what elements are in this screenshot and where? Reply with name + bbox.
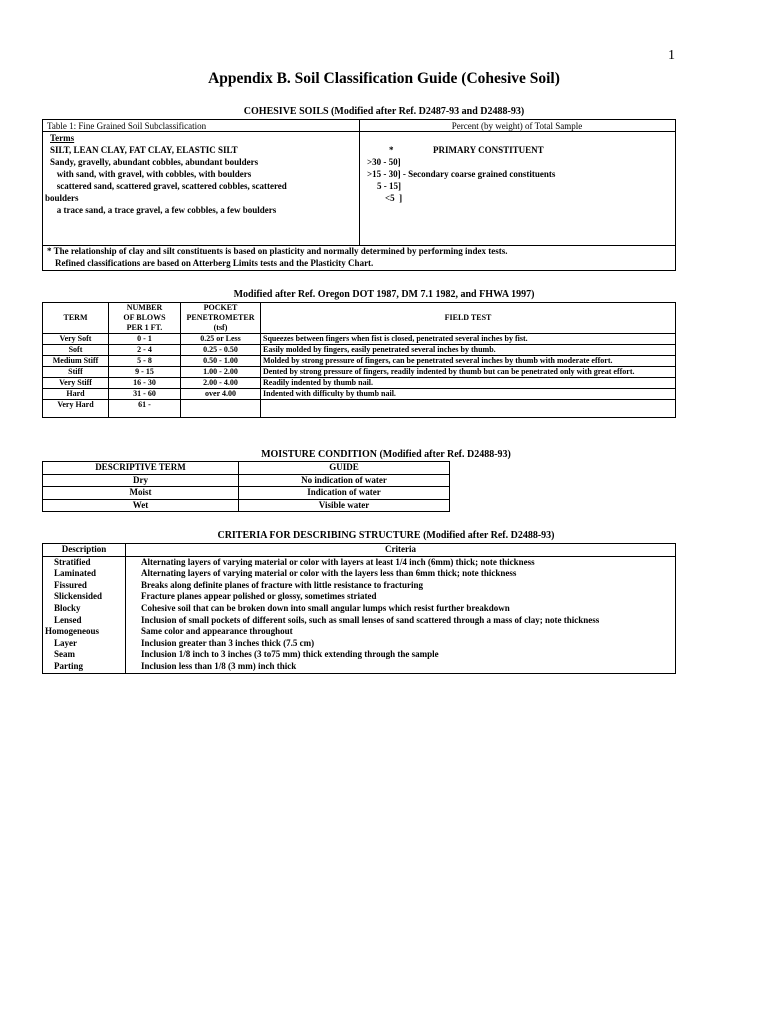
pen-cell: 1.00 - 2.00 bbox=[181, 367, 261, 378]
consistency-table bbox=[42, 302, 676, 418]
table-row bbox=[43, 580, 676, 592]
table-header-row bbox=[43, 544, 676, 557]
percent-line: >30 - 50] bbox=[367, 157, 401, 167]
table-row bbox=[43, 345, 676, 356]
field-test-cell: Squeezes between fingers when fist is closed, penetrated several inches by fist. bbox=[261, 334, 676, 345]
term-cell: Very Soft bbox=[43, 334, 109, 345]
term-cell: Hard bbox=[43, 389, 109, 400]
table-row bbox=[43, 400, 676, 418]
desc-cell: Lensed bbox=[43, 615, 126, 627]
pen-cell: 0.25 - 0.50 bbox=[181, 345, 261, 356]
guide-cell: Visible water bbox=[239, 499, 450, 512]
desc-cell: Laminated bbox=[43, 568, 126, 580]
desc-cell: Layer bbox=[43, 638, 126, 650]
table-row bbox=[43, 356, 676, 367]
header-line: (tsf) bbox=[213, 323, 228, 332]
table-row bbox=[43, 603, 676, 615]
structure-table bbox=[42, 543, 676, 674]
term-line: boulders bbox=[45, 193, 79, 203]
pen-cell: 0.25 or Less bbox=[181, 334, 261, 345]
cohesive-heading: COHESIVE SOILS (Modified after Ref. D2487-93 and D2488-93) bbox=[243, 106, 525, 117]
criteria-cell: Inclusion of small pockets of different soils, such as small lenses of sand scattered through a mass of clay; note thickness bbox=[126, 615, 676, 627]
column-header: TERM bbox=[43, 303, 109, 334]
field-test-cell: Molded by strong pressure of fingers, can be penetrated several inches by thumb with moderate effort. bbox=[261, 356, 676, 367]
percent-line: 5 - 15] bbox=[377, 181, 401, 191]
footnote: * The relationship of clay and silt constituents is based on plasticity and normally determined by performing index tests. bbox=[47, 246, 508, 256]
table-row bbox=[43, 499, 450, 512]
term-line: scattered sand, scattered gravel, scattered cobbles, scattered bbox=[50, 181, 287, 191]
term-cell: Stiff bbox=[43, 367, 109, 378]
table-row bbox=[43, 626, 676, 638]
page-title: Appendix B. Soil Classification Guide (Cohesive Soil) bbox=[208, 70, 560, 87]
header-line: OF BLOWS bbox=[123, 313, 166, 322]
criteria-cell: Fracture planes appear polished or glossy, sometimes striated bbox=[126, 591, 676, 603]
percent-header: Percent (by weight) of Total Sample bbox=[451, 121, 583, 131]
table-row bbox=[43, 661, 676, 673]
term-cell: Soft bbox=[43, 345, 109, 356]
term-cell: Wet bbox=[43, 499, 239, 512]
criteria-cell: Alternating layers of varying material or color with layers at least 1/4 inch (6mm) thick; note thickness bbox=[126, 556, 676, 568]
criteria-cell: Inclusion greater than 3 inches thick (7.5 cm) bbox=[126, 638, 676, 650]
fine-grained-table bbox=[42, 119, 676, 271]
table-row bbox=[43, 649, 676, 661]
table-row bbox=[43, 615, 676, 627]
desc-cell: Homogeneous bbox=[43, 626, 126, 638]
terms-label: Terms bbox=[50, 133, 75, 143]
desc-cell: Blocky bbox=[43, 603, 126, 615]
table-label: Table 1: Fine Grained Soil Subclassification bbox=[47, 121, 207, 131]
blows-cell: 61 - bbox=[109, 400, 181, 418]
criteria-cell: Same color and appearance throughout bbox=[126, 626, 676, 638]
column-header: Description bbox=[43, 544, 126, 557]
term-cell: Medium Stiff bbox=[43, 356, 109, 367]
table-header-row bbox=[43, 303, 676, 334]
criteria-cell: Alternating layers of varying material or color with the layers less than 6mm thick; note thickness bbox=[126, 568, 676, 580]
pen-cell: 2.00 - 4.00 bbox=[181, 378, 261, 389]
term-cell: Very Hard bbox=[43, 400, 109, 418]
header-line: PER 1 FT. bbox=[126, 323, 163, 332]
pen-cell bbox=[181, 400, 261, 418]
field-test-cell: Dented by strong pressure of fingers, readily indented by thumb but can be penetrated only with great effort. bbox=[261, 367, 676, 378]
criteria-cell: Inclusion less than 1/8 (3 mm) inch thick bbox=[126, 661, 676, 673]
divider bbox=[359, 120, 360, 245]
footnote: Refined classifications are based on Atterberg Limits tests and the Plasticity Chart. bbox=[55, 258, 374, 268]
blows-cell: 16 - 30 bbox=[109, 378, 181, 389]
table-row bbox=[43, 378, 676, 389]
field-test-cell bbox=[261, 400, 676, 418]
desc-cell: Stratified bbox=[43, 556, 126, 568]
column-header: FIELD TEST bbox=[261, 303, 676, 334]
page-number: 1 bbox=[668, 48, 675, 63]
table-row bbox=[43, 487, 450, 500]
header-line: NUMBER bbox=[126, 303, 163, 312]
term-cell: Dry bbox=[43, 474, 239, 487]
guide-cell: Indication of water bbox=[239, 487, 450, 500]
field-test-cell: Readily indented by thumb nail. bbox=[261, 378, 676, 389]
primary-constituent: PRIMARY CONSTITUENT bbox=[433, 145, 544, 155]
table-row bbox=[43, 591, 676, 603]
consistency-heading: Modified after Ref. Oregon DOT 1987, DM 7.1 1982, and FHWA 1997) bbox=[233, 289, 535, 300]
header-line: POCKET bbox=[203, 303, 238, 312]
structure-heading: CRITERIA FOR DESCRIBING STRUCTURE (Modified after Ref. D2488-93) bbox=[217, 530, 555, 541]
blows-cell: 9 - 15 bbox=[109, 367, 181, 378]
asterisk: * bbox=[389, 145, 394, 155]
column-header bbox=[109, 303, 181, 334]
column-header: Criteria bbox=[126, 544, 676, 557]
criteria-cell: Breaks along definite planes of fracture with little resistance to fracturing bbox=[126, 580, 676, 592]
term-line: SILT, LEAN CLAY, FAT CLAY, ELASTIC SILT bbox=[50, 145, 238, 155]
criteria-cell: Cohesive soil that can be broken down into small angular lumps which resist further breakdown bbox=[126, 603, 676, 615]
desc-cell: Fissured bbox=[43, 580, 126, 592]
term-line: Sandy, gravelly, abundant cobbles, abundant boulders bbox=[50, 157, 259, 167]
table-row bbox=[43, 367, 676, 378]
pen-cell: 0.50 - 1.00 bbox=[181, 356, 261, 367]
blows-cell: 2 - 4 bbox=[109, 345, 181, 356]
moisture-heading: MOISTURE CONDITION (Modified after Ref. D2488-93) bbox=[261, 449, 511, 460]
field-test-cell: Indented with difficulty by thumb nail. bbox=[261, 389, 676, 400]
column-header: DESCRIPTIVE TERM bbox=[43, 462, 239, 475]
percent-line: <5 ] bbox=[385, 193, 403, 203]
desc-cell: Parting bbox=[43, 661, 126, 673]
table-row bbox=[43, 474, 450, 487]
criteria-cell: Inclusion 1/8 inch to 3 inches (3 to75 mm) thick extending through the sample bbox=[126, 649, 676, 661]
desc-cell: Seam bbox=[43, 649, 126, 661]
table-row bbox=[43, 556, 676, 568]
table-row bbox=[43, 389, 676, 400]
guide-cell: No indication of water bbox=[239, 474, 450, 487]
pen-cell: over 4.00 bbox=[181, 389, 261, 400]
term-line: with sand, with gravel, with cobbles, with boulders bbox=[50, 169, 252, 179]
field-test-cell: Easily molded by fingers, easily penetrated several inches by thumb. bbox=[261, 345, 676, 356]
blows-cell: 31 - 60 bbox=[109, 389, 181, 400]
table-row bbox=[43, 334, 676, 345]
percent-line: >15 - 30] - Secondary coarse grained constituents bbox=[367, 169, 556, 179]
term-line: a trace sand, a trace gravel, a few cobbles, a few boulders bbox=[50, 205, 277, 215]
table-header-row bbox=[43, 462, 450, 475]
table-row bbox=[43, 568, 676, 580]
table-row bbox=[43, 638, 676, 650]
blows-cell: 5 - 8 bbox=[109, 356, 181, 367]
desc-cell: Slickensided bbox=[43, 591, 126, 603]
column-header bbox=[181, 303, 261, 334]
header-line: PENETROMETER bbox=[186, 313, 255, 322]
term-cell: Very Stiff bbox=[43, 378, 109, 389]
moisture-table bbox=[42, 461, 450, 512]
column-header: GUIDE bbox=[239, 462, 450, 475]
blows-cell: 0 - 1 bbox=[109, 334, 181, 345]
term-cell: Moist bbox=[43, 487, 239, 500]
